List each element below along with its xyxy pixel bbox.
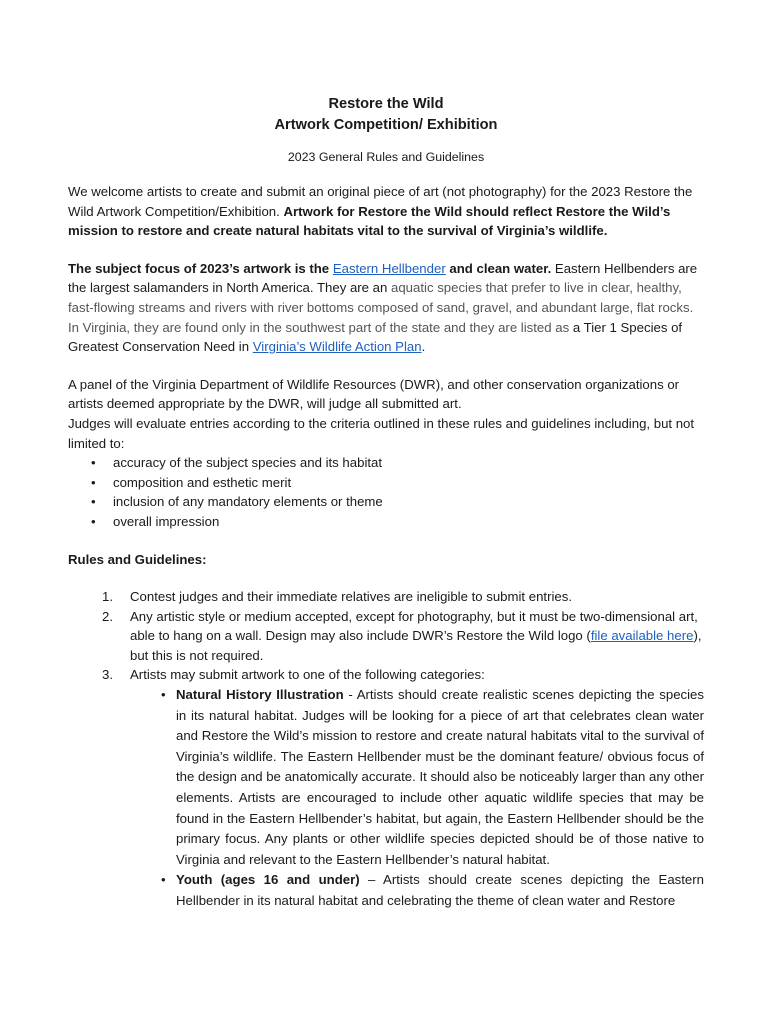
wildlife-action-plan-link[interactable]: Virginia’s Wildlife Action Plan [252,339,422,355]
list-item [91,512,704,532]
bullet-icon: • [91,494,96,510]
list-item [91,453,704,473]
subject-habitat-text: aquatic species that prefer to live in clear, healthy, fast-flowing streams and rivers with river bottoms composed of sand, gravel, and abundant large, flat rocks. In Virginia, they are found only in the southwest part of the state and they are listed as [68,280,694,335]
subject-text-2: a Tier 1 Species of Greatest Conservation Need in [68,319,683,355]
bullet-icon: • [161,687,166,703]
rule-text: Artists may submit artwork to one of the following categories: [130,667,485,683]
category-title: Youth (ages 16 and under) [176,872,360,888]
subject-text-3: . [421,339,426,355]
bullet-icon: • [91,513,96,529]
subject-bold-suffix: and clean water. [445,260,552,276]
title-line-2: Artwork Competition/ Exhibition [274,117,498,133]
list-item [102,665,704,911]
bullet-icon: • [91,455,96,471]
criteria-text: overall impression [113,513,220,529]
list-item [102,587,704,607]
rule-number: 1. [102,589,113,605]
rule-text-before: Any artistic style or medium accepted, except for photography, but it must be two-dimensional art, able to hang on a wall. Design may also include DWR’s Restore the Wild logo ( [130,608,698,644]
category-text: – Artists should create scenes depicting the Eastern Hellbender in its natural habitat and celebrating the theme of clean water and Restore [176,872,704,908]
intro-bold-text: Artwork for Restore the Wild should reflect Restore the Wild’s mission to restore and create natural habitats vital to the survival of Virginia’s wildlife. [68,203,671,239]
criteria-text: inclusion of any mandatory elements or theme [113,494,383,510]
criteria-text: accuracy of the subject species and its habitat [113,455,383,471]
list-item [161,685,704,870]
rule-text-after: ), but this is not required. [130,628,702,663]
category-text: - Artists should create realistic scenes depicting the species in its natural habitat. Judges will be looking for a piece of art that celebrates clean water and Restore the Wild’s mission to restore and create natural habitats vital to the survival of Virginia’s wildlife. The Eastern Hellbender must be the dominant feature/ obvious focus of the design and be anatomically accurate. It should also be noticeably larger than any other elements. Artists are encouraged to include other aquatic wildlife species that may be found in the Eastern Hellbender’s habitat, but again, the Eastern Hellbender should be the primary focus. Any plants or other wildlife species depicted should be of those native to Virginia and relevant to the Eastern Hellbender’s natural habitat. [176,687,704,867]
list-item [91,492,704,512]
bullet-icon: • [161,872,166,888]
judges-paragraph: Judges will evaluate entries according to the criteria outlined in these rules and guidelines including, but not limited to: [68,415,695,451]
subject-bold-prefix: The subject focus of 2023’s artwork is the [68,260,333,276]
rule-number: 2. [102,608,113,624]
intro-paragraph [68,182,704,241]
intro-text: We welcome artists to create and submit an original piece of art (not photography) for the 2023 Restore the Wild Artwork Competition/Exhibition. [68,184,693,219]
list-item [161,870,704,911]
document-page [68,94,704,912]
document-title [68,94,704,136]
rules-heading: Rules and Guidelines: [68,551,207,567]
panel-paragraph: A panel of the Virginia Department of Wildlife Resources (DWR), and other conservation organizations or artists deemed appropriate by the DWR, will judge all submitted art. [68,376,680,412]
bullet-icon: • [91,474,96,490]
categories-list [130,685,704,912]
subject-paragraph [68,259,704,357]
logo-file-link[interactable]: file available here [590,628,694,644]
list-item [102,607,704,666]
eastern-hellbender-link[interactable]: Eastern Hellbender [332,260,446,276]
rule-text: Contest judges and their immediate relatives are ineligible to submit entries. [130,589,573,605]
rules-list [68,587,704,912]
criteria-text: composition and esthetic merit [113,474,292,490]
subject-text-1: Eastern Hellbenders are the largest salamanders in North America. They are an [68,260,698,296]
document-subtitle: 2023 General Rules and Guidelines [287,150,485,164]
category-title: Natural History Illustration [176,687,344,703]
rule-number: 3. [102,667,113,683]
criteria-list [68,453,704,531]
title-line-1: Restore the Wild [328,96,444,112]
list-item [91,473,704,493]
